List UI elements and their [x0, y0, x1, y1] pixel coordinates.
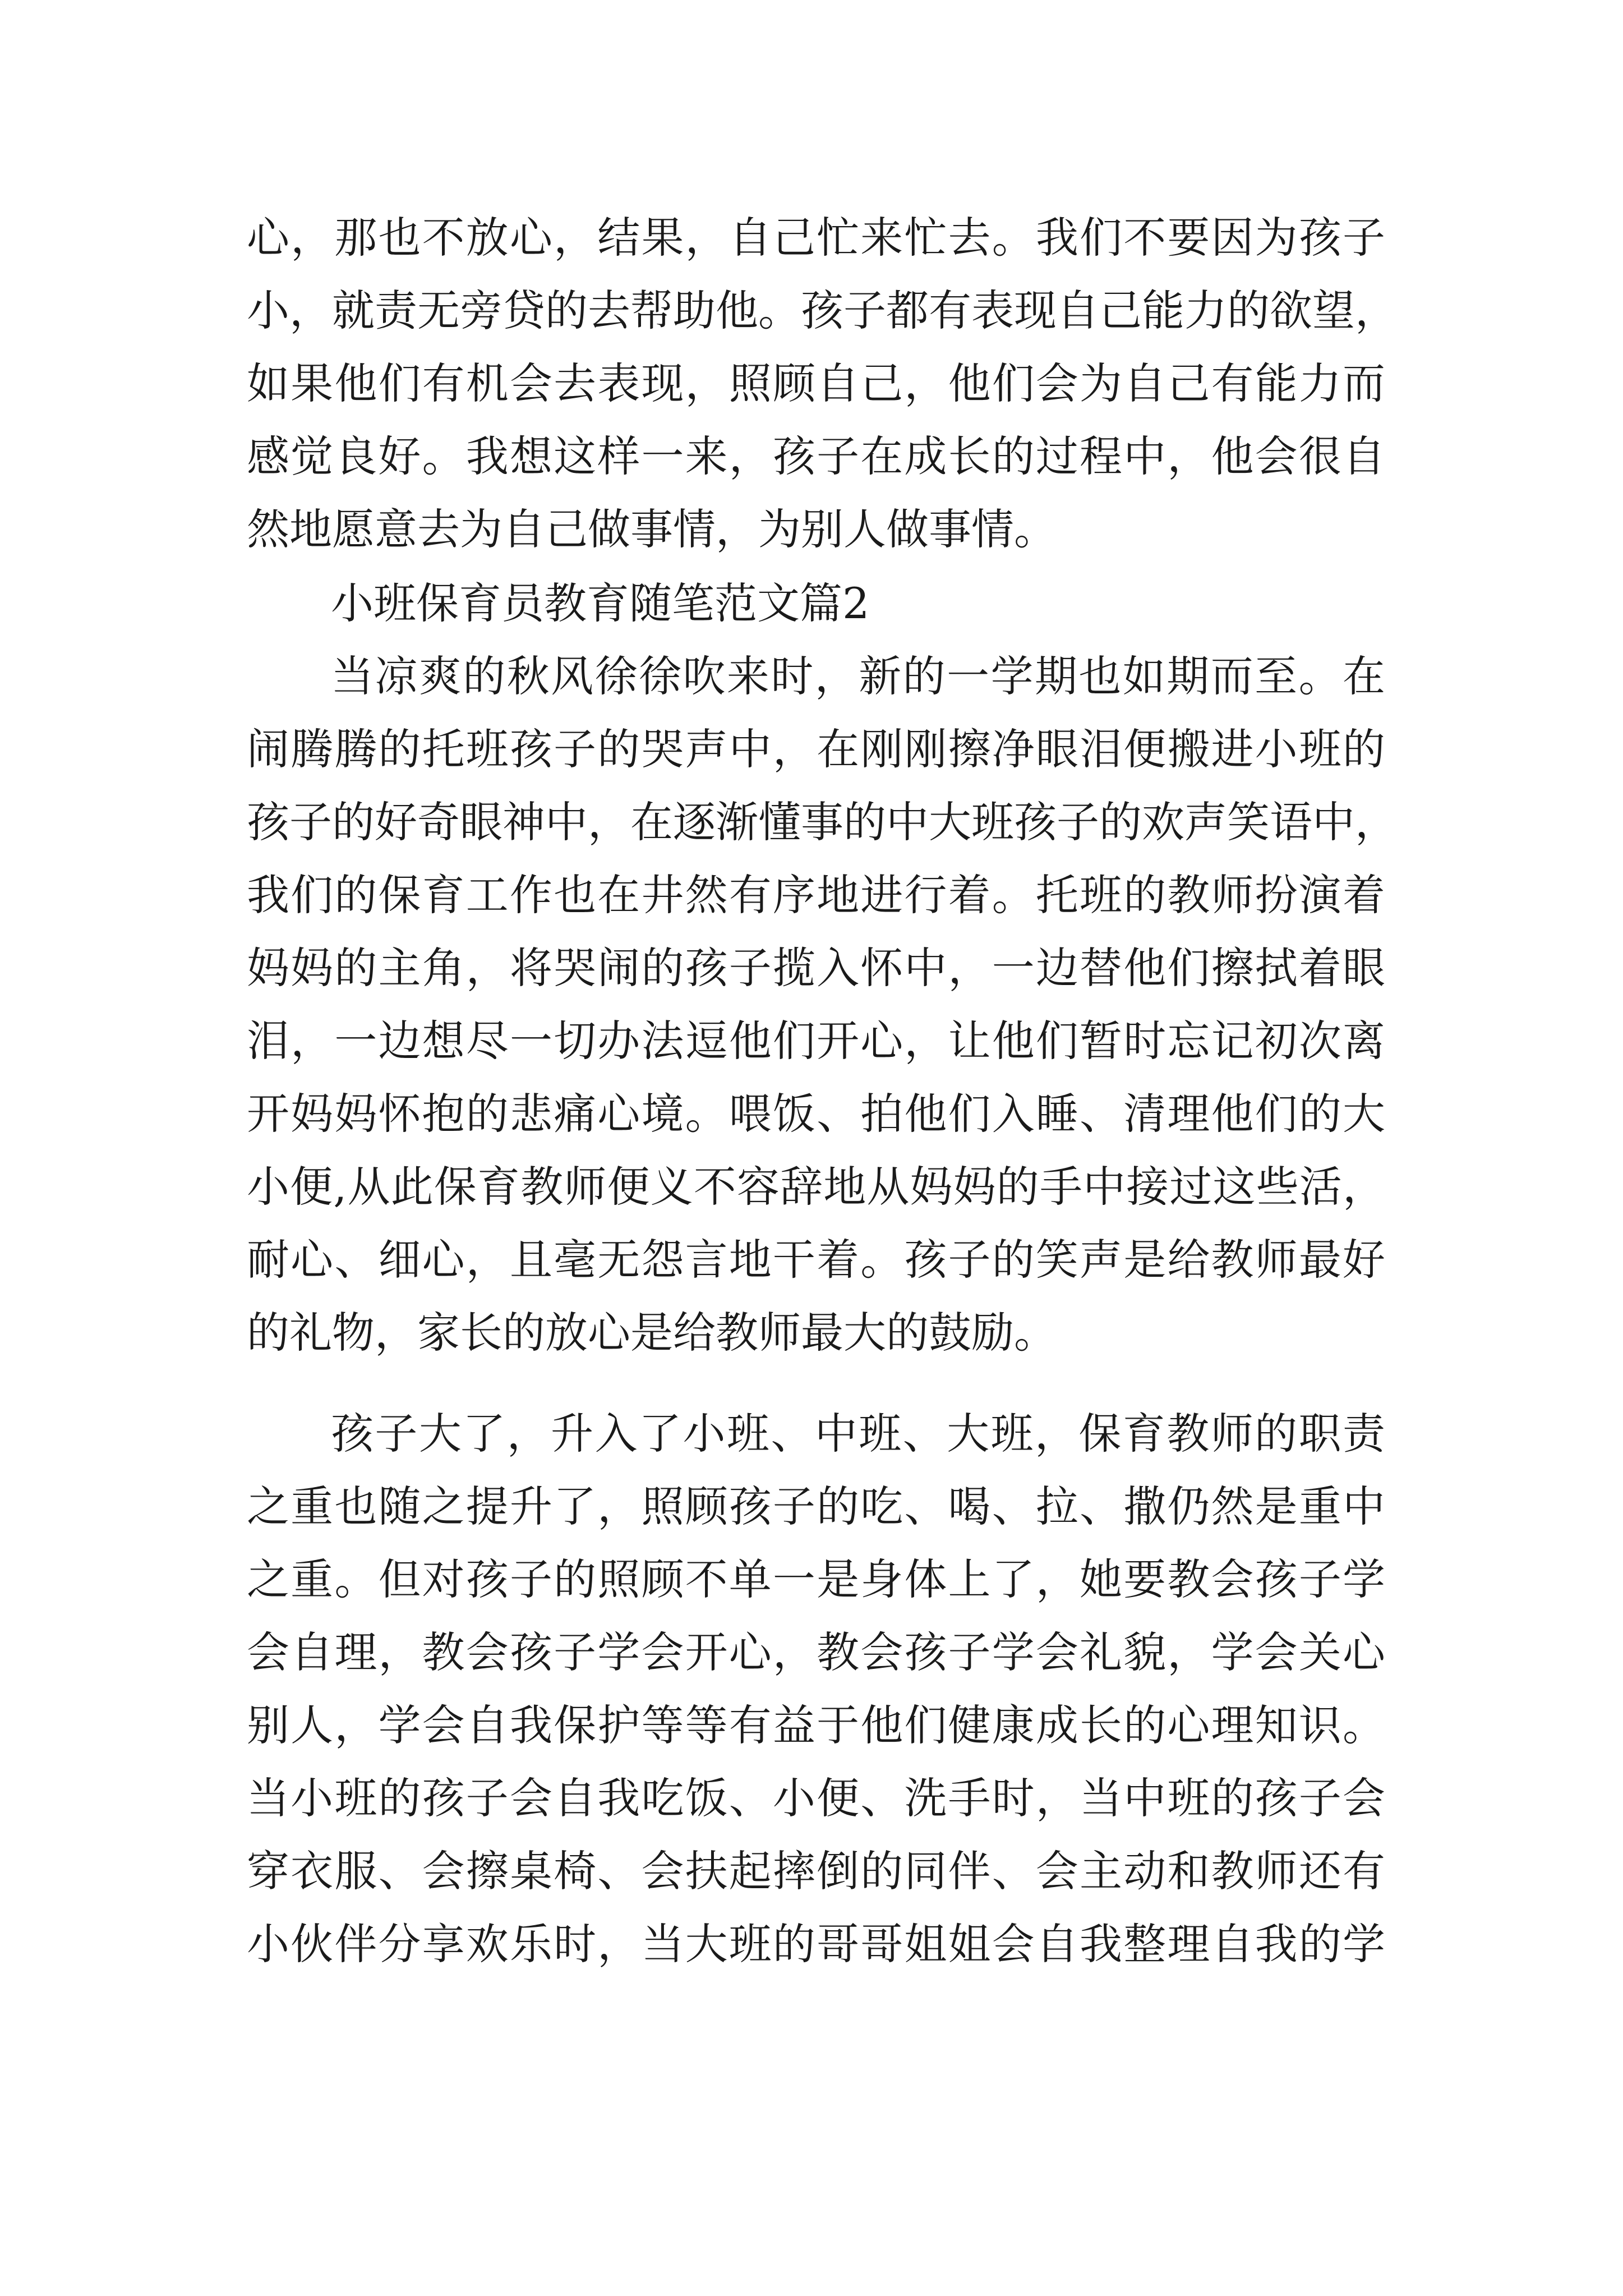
text-line: 我们的保育工作也在井然有序地进行着。托班的教师扮演着	[247, 870, 1385, 920]
text-line: 穿衣服、会擦桌椅、会扶起摔倒的同伴、会主动和教师还有	[247, 1846, 1385, 1896]
text-line: 小便,从此保育教师便义不容辞地从妈妈的手中接过这些活，	[247, 1162, 1385, 1212]
text-line: 小伙伴分享欢乐时，当大班的哥哥姐姐会自我整理自我的学	[247, 1919, 1385, 1969]
text-line: 之重。但对孩子的照顾不单一是身体上了，她要教会孩子学	[247, 1554, 1385, 1604]
text-line: 之重也随之提升了，照顾孩子的吃、喝、拉、撒仍然是重中	[247, 1481, 1385, 1531]
text-line: 小，就责无旁贷的去帮助他。孩子都有表现自己能力的欲望，	[247, 286, 1398, 335]
text-line: 别人，学会自我保护等等有益于他们健康成长的心理知识。	[247, 1700, 1385, 1750]
text-line: 泪，一边想尽一切办法逗他们开心，让他们暂时忘记初次离	[247, 1016, 1385, 1066]
text-line: 孩子的好奇眼神中，在逐渐懂事的中大班孩子的欢声笑语中，	[247, 797, 1398, 847]
text-line: 的礼物，家长的放心是给教师最大的鼓励。	[247, 1308, 1057, 1358]
text-line: 耐心、细心，且毫无怨言地干着。孩子的笑声是给教师最好	[247, 1235, 1385, 1285]
text-line: 然地愿意去为自己做事情，为别人做事情。	[247, 504, 1057, 554]
text-line: 心，那也不放心，结果，自己忙来忙去。我们不要因为孩子	[247, 213, 1385, 263]
text-line: 当小班的孩子会自我吃饭、小便、洗手时，当中班的孩子会	[247, 1773, 1385, 1823]
text-line: 感觉良好。我想这样一来，孩子在成长的过程中，他会很自	[247, 431, 1385, 481]
section-heading: 小班保育员教育随笔范文篇2	[331, 578, 870, 628]
text-line: 闹腾腾的托班孩子的哭声中，在刚刚擦净眼泪便搬进小班的	[247, 724, 1385, 774]
text-line: 孩子大了，升入了小班、中班、大班，保育教师的职责	[331, 1409, 1385, 1458]
text-line: 当凉爽的秋风徐徐吹来时，新的一学期也如期而至。在	[331, 651, 1385, 701]
text-line: 会自理，教会孩子学会开心，教会孩子学会礼貌，学会关心	[247, 1627, 1385, 1677]
text-line: 开妈妈怀抱的悲痛心境。喂饭、拍他们入睡、清理他们的大	[247, 1089, 1385, 1139]
text-line: 如果他们有机会去表现，照顾自己，他们会为自己有能力而	[247, 358, 1385, 408]
text-line: 妈妈的主角，将哭闹的孩子揽入怀中，一边替他们擦拭着眼	[247, 943, 1385, 993]
